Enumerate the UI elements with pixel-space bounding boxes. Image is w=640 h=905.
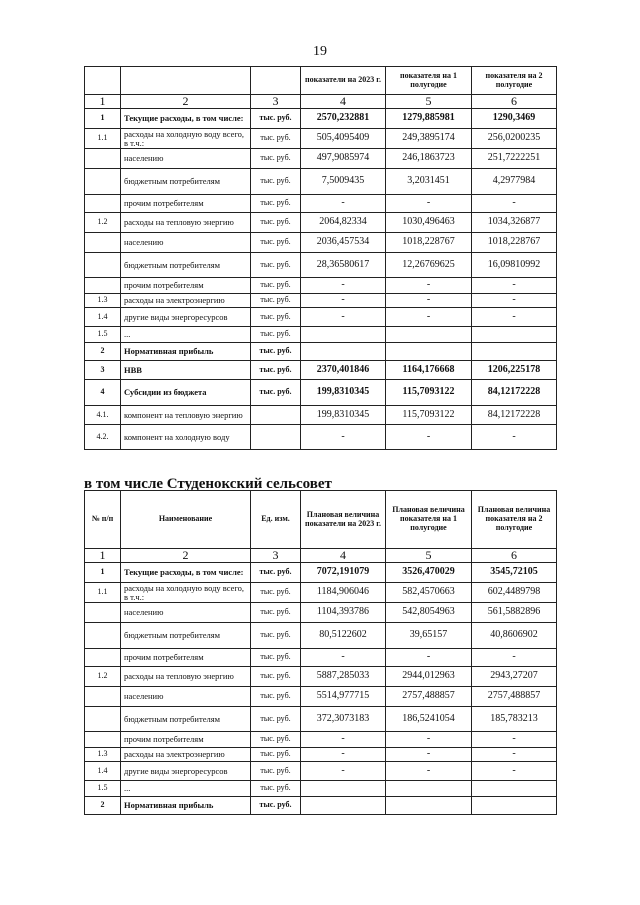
value-2023: - [301,762,386,781]
row-name: Нормативная прибыль [121,797,251,815]
row-unit: тыс. руб. [251,327,301,343]
row-name: расходы на электроэнергию [121,294,251,308]
value-half-2: 251,7222251 [472,149,557,169]
row-number [85,687,121,707]
column-index: 4 [301,549,386,563]
table-row [85,253,557,278]
value-half-1: - [386,762,472,781]
value-2023: 1184,906046 [301,583,386,603]
row-name: расходы на тепловую энергию [121,667,251,687]
row-number [85,707,121,732]
value-half-1: 1018,228767 [386,233,472,253]
value-half-2: 4,2977984 [472,169,557,195]
table-row [85,406,557,425]
table-row [85,149,557,169]
row-number [85,169,121,195]
page-number: 19 [313,44,327,59]
row-unit: тыс. руб. [251,603,301,623]
value-half-2: - [472,294,557,308]
row-unit: тыс. руб. [251,583,301,603]
row-name: Субсидии из бюджета [121,380,251,406]
value-2023: - [301,294,386,308]
header-cell: показателя на 2 полугодие [472,67,557,95]
row-unit: тыс. руб. [251,278,301,294]
value-half-1: 39,65157 [386,623,472,649]
value-half-2: - [472,425,557,450]
value-half-2: 1034,326877 [472,213,557,233]
value-half-2 [472,327,557,343]
value-half-1: - [386,748,472,762]
value-2023: 497,9085974 [301,149,386,169]
table-row [85,623,557,649]
column-index: 6 [472,549,557,563]
row-name: расходы на тепловую энергию [121,213,251,233]
value-half-2: 40,8606902 [472,623,557,649]
value-half-2 [472,343,557,361]
row-name: населению [121,687,251,707]
value-2023: 2570,232881 [301,109,386,129]
row-unit: тыс. руб. [251,667,301,687]
row-name: Текущие расходы, в том числе: [121,109,251,129]
table-row [85,343,557,361]
row-name: бюджетным потребителям [121,253,251,278]
table-row [85,294,557,308]
row-unit: тыс. руб. [251,687,301,707]
subdivision-table [84,490,557,815]
value-half-1: 1030,496463 [386,213,472,233]
row-name: Нормативная прибыль [121,343,251,361]
value-2023 [301,797,386,815]
row-name: другие виды энергоресурсов [121,308,251,327]
value-half-1: 12,26769625 [386,253,472,278]
row-name: расходы на холодную воду всего, в т.ч.: [121,129,251,149]
table-row [85,195,557,213]
value-half-2: - [472,762,557,781]
row-unit: тыс. руб. [251,253,301,278]
row-name: бюджетным потребителям [121,169,251,195]
value-half-2: 1206,225178 [472,361,557,380]
table-row [85,169,557,195]
value-half-2: - [472,748,557,762]
column-index-row [85,95,557,109]
row-number [85,649,121,667]
row-unit: тыс. руб. [251,343,301,361]
row-number: 4.2. [85,425,121,450]
header-cell: Наименование [121,491,251,549]
value-half-1: 186,5241054 [386,707,472,732]
row-unit: тыс. руб. [251,129,301,149]
value-half-1: 115,7093122 [386,406,472,425]
table-header-row [85,491,557,549]
value-half-1: - [386,732,472,748]
table-row [85,563,557,583]
value-half-2 [472,797,557,815]
value-2023: 7,5009435 [301,169,386,195]
value-half-2: - [472,308,557,327]
row-number: 1 [85,109,121,129]
column-index: 2 [121,95,251,109]
header-cell [121,67,251,95]
table-row [85,649,557,667]
row-number: 1.5 [85,781,121,797]
table-row [85,583,557,603]
row-unit: тыс. руб. [251,149,301,169]
header-cell: показателя на 1 полугодие [386,67,472,95]
header-cell: Плановая величина показателя на 1 полугодие [386,491,472,549]
row-unit: тыс. руб. [251,732,301,748]
row-name: НВВ [121,361,251,380]
row-number: 1.3 [85,748,121,762]
row-name: населению [121,149,251,169]
expenses-table [84,66,557,450]
value-2023: - [301,732,386,748]
table-row [85,797,557,815]
row-unit: тыс. руб. [251,195,301,213]
table-row [85,687,557,707]
value-half-1: 1164,176668 [386,361,472,380]
value-half-2: 256,0200235 [472,129,557,149]
value-half-1 [386,797,472,815]
value-half-1: 246,1863723 [386,149,472,169]
row-unit: тыс. руб. [251,308,301,327]
row-number: 4.1. [85,406,121,425]
value-2023: - [301,278,386,294]
value-2023: 2036,457534 [301,233,386,253]
table-row [85,213,557,233]
value-half-1: 2944,012963 [386,667,472,687]
row-number: 1.2 [85,213,121,233]
value-half-2: - [472,195,557,213]
row-number [85,149,121,169]
table-row [85,707,557,732]
row-name: ... [121,327,251,343]
value-2023: 505,4095409 [301,129,386,149]
header-cell: Ед. изм. [251,491,301,549]
value-half-2: 84,12172228 [472,406,557,425]
value-2023 [301,343,386,361]
value-half-2: 2943,27207 [472,667,557,687]
value-2023: - [301,649,386,667]
row-number [85,253,121,278]
row-unit: тыс. руб. [251,762,301,781]
value-half-1 [386,343,472,361]
value-2023: 5887,285033 [301,667,386,687]
column-index: 1 [85,549,121,563]
header-cell: показатели на 2023 г. [301,67,386,95]
value-half-1: - [386,649,472,667]
value-2023: - [301,425,386,450]
value-2023: - [301,748,386,762]
row-name: населению [121,233,251,253]
value-2023: 7072,191079 [301,563,386,583]
row-number [85,623,121,649]
row-name: бюджетным потребителям [121,623,251,649]
table-row [85,129,557,149]
row-name: прочим потребителям [121,649,251,667]
value-half-1 [386,327,472,343]
row-unit [251,406,301,425]
row-name: прочим потребителям [121,195,251,213]
column-index: 4 [301,95,386,109]
value-half-1: 3,2031451 [386,169,472,195]
row-unit: тыс. руб. [251,169,301,195]
row-unit: тыс. руб. [251,797,301,815]
table-row [85,781,557,797]
row-unit: тыс. руб. [251,294,301,308]
value-2023: 28,36580617 [301,253,386,278]
row-number [85,233,121,253]
row-name: ... [121,781,251,797]
column-index: 5 [386,549,472,563]
value-half-2: 1018,228767 [472,233,557,253]
row-unit: тыс. руб. [251,563,301,583]
value-half-2: 602,4489798 [472,583,557,603]
row-name: другие виды энергоресурсов [121,762,251,781]
value-half-2: - [472,732,557,748]
table-row [85,748,557,762]
value-half-2: 3545,72105 [472,563,557,583]
row-unit: тыс. руб. [251,707,301,732]
row-number: 1.1 [85,129,121,149]
value-half-1: - [386,294,472,308]
value-half-1: 582,4570663 [386,583,472,603]
section-title: в том числе Студенокский сельсовет [84,476,332,492]
value-2023: 199,8310345 [301,406,386,425]
value-2023: 2370,401846 [301,361,386,380]
table-row [85,327,557,343]
header-cell: Плановая величина показателя на 2 полугодие [472,491,557,549]
row-number: 1.2 [85,667,121,687]
row-name: прочим потребителям [121,732,251,748]
value-2023: 80,5122602 [301,623,386,649]
row-unit: тыс. руб. [251,109,301,129]
row-unit: тыс. руб. [251,213,301,233]
value-half-1 [386,781,472,797]
value-half-2: 185,783213 [472,707,557,732]
row-name: бюджетным потребителям [121,707,251,732]
row-unit: тыс. руб. [251,649,301,667]
row-unit: тыс. руб. [251,781,301,797]
column-index: 2 [121,549,251,563]
value-half-2 [472,781,557,797]
row-number: 3 [85,361,121,380]
table-row [85,361,557,380]
table-row [85,732,557,748]
column-index: 6 [472,95,557,109]
value-half-2: 1290,3469 [472,109,557,129]
header-cell: Плановая величина показатели на 2023 г. [301,491,386,549]
row-number: 1.3 [85,294,121,308]
header-cell: № п/п [85,491,121,549]
row-number: 2 [85,343,121,361]
row-number: 1.5 [85,327,121,343]
row-name: расходы на электроэнергию [121,748,251,762]
value-half-1: 115,7093122 [386,380,472,406]
value-half-1: - [386,278,472,294]
header-cell [251,67,301,95]
value-half-1: 542,8054963 [386,603,472,623]
value-2023: 1104,393786 [301,603,386,623]
value-half-2: - [472,649,557,667]
value-2023: - [301,308,386,327]
value-2023 [301,781,386,797]
column-index-row [85,549,557,563]
row-number [85,195,121,213]
column-index: 3 [251,549,301,563]
row-number: 4 [85,380,121,406]
row-name: компонент на холодную воду [121,425,251,450]
table-row [85,667,557,687]
row-number: 1.1 [85,583,121,603]
row-name: Текущие расходы, в том числе: [121,563,251,583]
value-half-1: - [386,308,472,327]
row-unit: тыс. руб. [251,361,301,380]
value-half-2: 561,5882896 [472,603,557,623]
table-row [85,308,557,327]
row-name: компонент на тепловую энергию [121,406,251,425]
value-half-1: 3526,470029 [386,563,472,583]
row-unit: тыс. руб. [251,380,301,406]
value-2023: 5514,977715 [301,687,386,707]
row-unit [251,425,301,450]
column-index: 1 [85,95,121,109]
value-half-1: - [386,195,472,213]
table-row [85,380,557,406]
value-half-1: 249,3895174 [386,129,472,149]
row-number: 1.4 [85,762,121,781]
row-name: расходы на холодную воду всего, в т.ч.: [121,583,251,603]
value-half-2: 84,12172228 [472,380,557,406]
row-number [85,603,121,623]
value-half-2: 16,09810992 [472,253,557,278]
table-row [85,762,557,781]
row-name: населению [121,603,251,623]
table-row [85,109,557,129]
header-cell [85,67,121,95]
value-2023 [301,327,386,343]
row-unit: тыс. руб. [251,748,301,762]
row-number [85,278,121,294]
row-number: 2 [85,797,121,815]
table-row [85,233,557,253]
table-row [85,278,557,294]
value-2023: - [301,195,386,213]
row-number: 1.4 [85,308,121,327]
value-half-2: - [472,278,557,294]
value-half-1: - [386,425,472,450]
column-index: 5 [386,95,472,109]
row-name: прочим потребителям [121,278,251,294]
value-half-1: 1279,885981 [386,109,472,129]
row-number: 1 [85,563,121,583]
row-unit: тыс. руб. [251,623,301,649]
column-index: 3 [251,95,301,109]
value-half-1: 2757,488857 [386,687,472,707]
row-unit: тыс. руб. [251,233,301,253]
value-2023: 372,3073183 [301,707,386,732]
value-2023: 2064,82334 [301,213,386,233]
table-row [85,425,557,450]
value-2023: 199,8310345 [301,380,386,406]
table-row [85,603,557,623]
table-header-row [85,67,557,95]
row-number [85,732,121,748]
value-half-2: 2757,488857 [472,687,557,707]
